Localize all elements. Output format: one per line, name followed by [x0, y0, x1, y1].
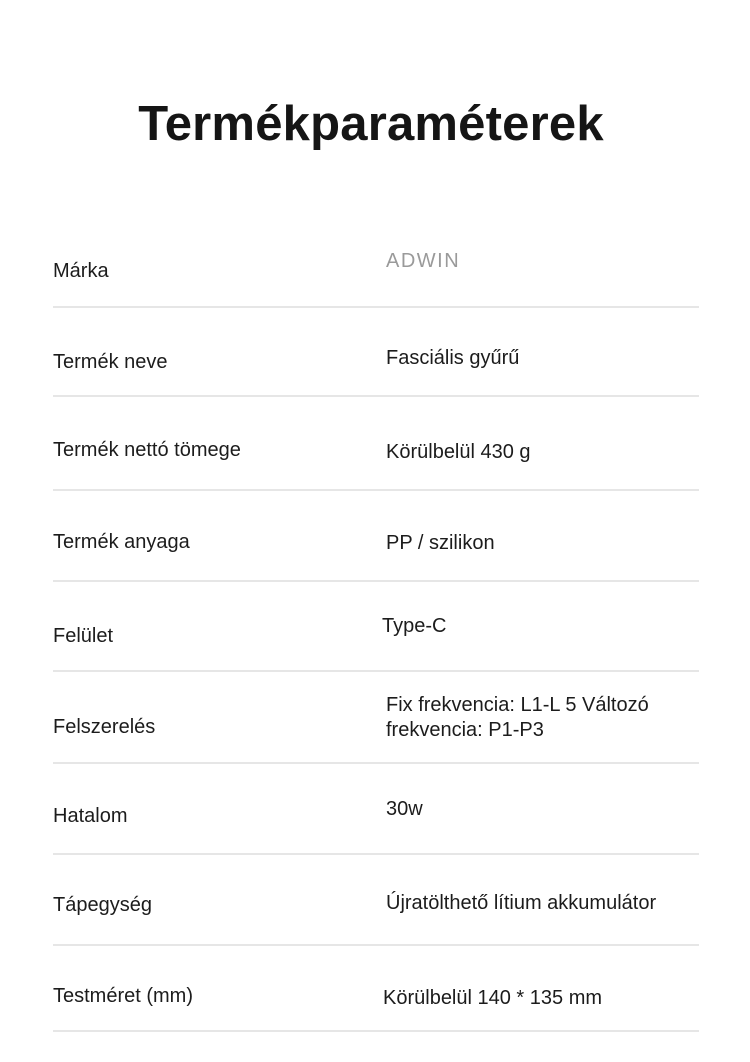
- spec-row-body-size: [53, 946, 699, 1032]
- spec-row-power-supply: [53, 855, 699, 946]
- spec-row-power: [53, 764, 699, 855]
- spec-row-net-weight: [53, 397, 699, 491]
- spec-table: [53, 218, 699, 1032]
- spec-value: PP / szilikon: [386, 532, 495, 554]
- spec-value: Type-C: [382, 615, 447, 637]
- spec-value: Körülbelül 140 * 135 mm: [383, 987, 603, 1009]
- spec-row-product-name: [53, 308, 699, 397]
- spec-value: Körülbelül 430 g: [386, 441, 531, 463]
- spec-value: Újratölthető lítium akkumulátor: [386, 892, 657, 914]
- spec-row-material: [53, 491, 699, 582]
- spec-label: Termék nettó tömege: [53, 439, 241, 461]
- spec-label: Termék neve: [53, 351, 168, 373]
- brand-logo-text: ADWIN: [386, 250, 461, 272]
- spec-label: Márka: [53, 260, 109, 282]
- spec-label: Testméret (mm): [53, 985, 193, 1007]
- spec-label: Hatalom: [53, 805, 128, 827]
- spec-row-interface: [53, 582, 699, 672]
- spec-row-brand: [53, 218, 699, 308]
- spec-value: Fix frekvencia: L1-L 5 Változó frekvencia: P1-P3: [386, 694, 649, 741]
- spec-label: Felület: [53, 625, 114, 647]
- spec-value: Fasciális gyűrű: [386, 347, 520, 369]
- spec-label: Termék anyaga: [53, 531, 190, 553]
- page-title: Termékparaméterek: [138, 97, 604, 151]
- spec-label: Felszerelés: [53, 716, 156, 738]
- spec-value: 30w: [386, 798, 423, 820]
- spec-label: Tápegység: [53, 894, 152, 916]
- spec-row-equipment: [53, 672, 699, 764]
